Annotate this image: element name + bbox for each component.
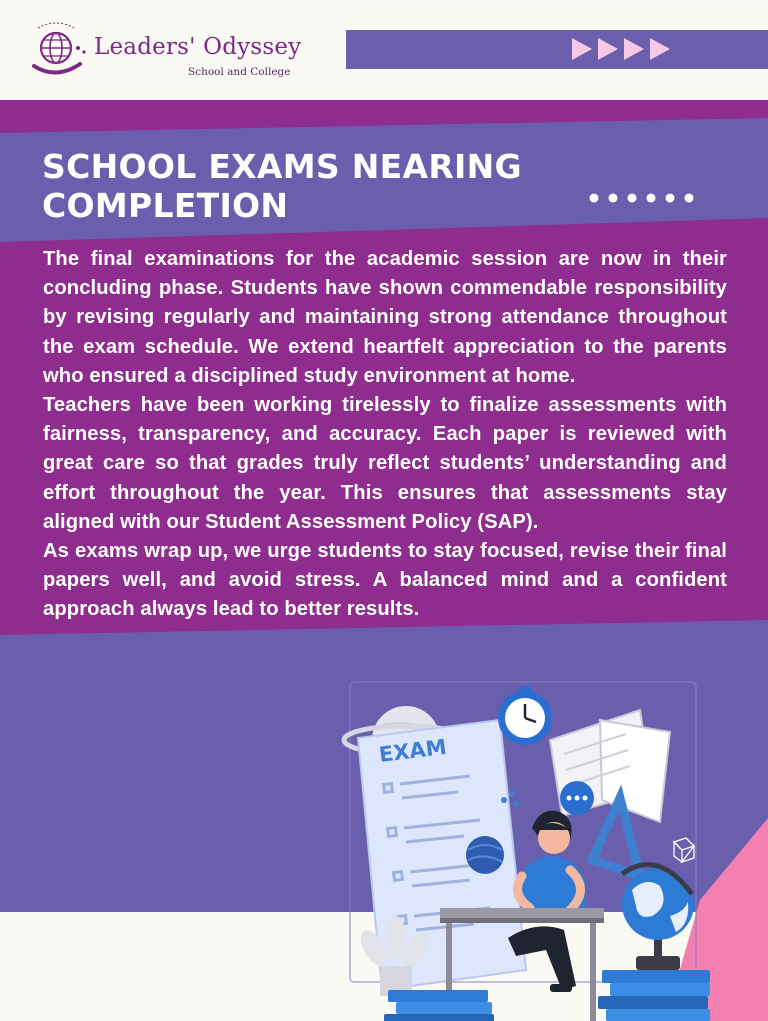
globe-logo-icon: [30, 20, 92, 82]
clock-icon: [498, 686, 552, 745]
article-body: [43, 245, 727, 625]
paragraph-teachers: Teachers have been working tirelessly to finalize assessments with fairness, transparency, and accuracy. Each paper is reviewed with great care so that grades truly reflect students’ understanding and effort throughout the year. This ensures that assessments stay aligned with our Student Assessment Policy (SAP).: [43, 394, 727, 533]
school-logo[interactable]: [30, 20, 300, 90]
globe-icon: [622, 865, 694, 970]
school-subtitle: School and College: [188, 66, 291, 78]
decorative-dots: [588, 191, 708, 205]
paragraph-closing: As exams wrap up, we urge students to stay focused, revise their final papers well, and avoid stress. A balanced mind and a confident approach always lead to better results.: [43, 540, 727, 621]
exam-illustration: [340, 680, 768, 1021]
school-name: Leaders' Odyssey: [94, 34, 302, 60]
exam-label: EXAM: [377, 734, 448, 767]
cube-icon: [674, 838, 694, 862]
chat-bubble-icon: [560, 781, 594, 815]
page-title: SCHOOL EXAMS NEARING COMPLETION: [42, 147, 522, 225]
play-arrows-icon: [570, 34, 680, 64]
paragraph-intro: The final examinations for the academic session are now in their concluding phase. Students have shown commendable responsibility by revising regularly and maintaining strong attendance throughout the exam schedule. We extend heartfelt appreciation to the parents who ensured a disciplined study environment at home.: [43, 248, 727, 387]
header-bar: [346, 30, 768, 69]
